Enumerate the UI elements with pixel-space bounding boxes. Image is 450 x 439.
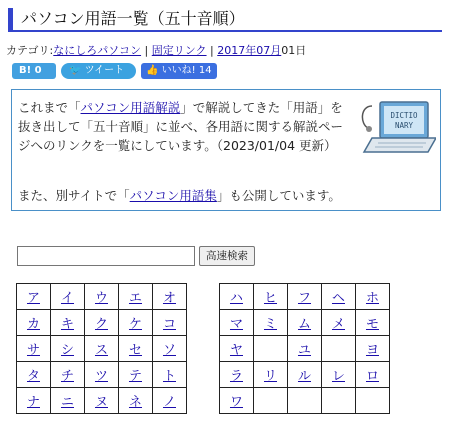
kana-cell <box>17 388 51 414</box>
glossary-explanation-link[interactable]: パソコン用語解説 <box>80 100 181 115</box>
search-button[interactable]: 高速検索 <box>199 246 255 266</box>
tweet-label: ツイート <box>84 65 125 76</box>
kana-cell <box>220 336 254 362</box>
kana-cell <box>288 362 322 388</box>
kana-cell <box>220 284 254 310</box>
kana-cell <box>119 388 153 414</box>
dictionary-icon-text: DICTIO <box>390 111 418 120</box>
kana-link[interactable]: ホ <box>365 291 379 306</box>
kana-link[interactable]: サ <box>26 343 40 358</box>
kana-cell <box>85 284 119 310</box>
meta-separator: | <box>206 44 218 57</box>
kana-link[interactable]: コ <box>162 317 176 332</box>
kana-cell <box>119 284 153 310</box>
kana-link[interactable]: ミ <box>263 317 277 332</box>
kana-link[interactable]: ラ <box>229 369 243 384</box>
kana-cell <box>17 336 51 362</box>
kana-cell <box>254 284 288 310</box>
kana-index-table-right <box>219 283 390 414</box>
kana-cell <box>356 310 390 336</box>
kana-cell <box>220 362 254 388</box>
kana-cell <box>254 310 288 336</box>
kana-link[interactable]: ル <box>297 369 311 384</box>
kana-row <box>17 336 187 362</box>
kana-link[interactable]: ヤ <box>229 343 243 358</box>
fixed-link[interactable]: 固定リンク <box>151 44 207 57</box>
kana-link[interactable]: ネ <box>128 395 142 410</box>
kana-cell <box>51 336 85 362</box>
kana-link[interactable]: ケ <box>128 317 142 332</box>
kana-cell <box>153 362 187 388</box>
kana-link[interactable]: イ <box>60 291 74 306</box>
thumbs-up-icon: 👍 <box>146 65 159 76</box>
kana-link[interactable]: タ <box>26 369 40 384</box>
kana-cell <box>153 388 187 414</box>
kana-link[interactable]: ウ <box>94 291 108 306</box>
kana-cell <box>119 310 153 336</box>
kana-cell <box>288 284 322 310</box>
kana-row <box>17 388 187 414</box>
kana-link[interactable]: ヌ <box>94 395 108 410</box>
hatebu-button[interactable]: B! 0 <box>12 63 56 79</box>
kana-cell <box>254 336 288 362</box>
kana-link[interactable]: シ <box>60 343 74 358</box>
tweet-button[interactable] <box>61 63 136 79</box>
kana-cell <box>322 336 356 362</box>
kana-link[interactable]: マ <box>229 317 243 332</box>
kana-cell <box>356 388 390 414</box>
kana-cell <box>153 284 187 310</box>
kana-link[interactable]: オ <box>162 291 176 306</box>
intro-paragraph <box>18 98 348 155</box>
glossary-site-link[interactable]: パソコン用語集 <box>129 188 217 203</box>
kana-cell <box>322 284 356 310</box>
kana-cell <box>153 310 187 336</box>
kana-link[interactable]: ナ <box>26 395 40 410</box>
kana-link[interactable]: ニ <box>60 395 74 410</box>
kana-cell <box>288 336 322 362</box>
kana-link[interactable]: ス <box>94 343 108 358</box>
kana-link[interactable]: カ <box>26 317 40 332</box>
external-text-before: また、別サイトで「 <box>18 188 130 203</box>
kana-cell <box>356 362 390 388</box>
date-link[interactable]: 2017年07月 <box>217 44 282 57</box>
kana-row <box>220 362 390 388</box>
laptop-keyboard-icon-part <box>364 138 436 152</box>
kana-link[interactable]: ト <box>162 369 176 384</box>
kana-row <box>220 284 390 310</box>
kana-link[interactable]: チ <box>60 369 74 384</box>
kana-cell <box>51 284 85 310</box>
external-text-after: 」も公開しています。 <box>216 188 341 203</box>
kana-link[interactable]: メ <box>331 317 345 332</box>
kana-cell <box>85 336 119 362</box>
cable-icon-part <box>362 106 372 128</box>
kana-link[interactable]: ユ <box>297 343 311 358</box>
kana-cell <box>17 362 51 388</box>
kana-link[interactable]: レ <box>331 369 345 384</box>
kana-link[interactable]: ノ <box>162 395 176 410</box>
kana-cell <box>356 284 390 310</box>
kana-cell <box>51 362 85 388</box>
intro-text-before: これまで「 <box>18 100 81 115</box>
intro-text-after: 」で解説してきた「用語」を抜き出して「五十音順」に並べ、各用語に関する解説ページへのリンクを一覧にしています。（2023/01/04 更新） <box>18 100 344 153</box>
kana-row <box>17 310 187 336</box>
kana-link[interactable]: ク <box>94 317 108 332</box>
kana-cell <box>85 310 119 336</box>
kana-cell <box>322 388 356 414</box>
external-site-paragraph <box>18 186 428 205</box>
kana-cell <box>220 388 254 414</box>
kana-cell <box>288 388 322 414</box>
kana-cell <box>254 362 288 388</box>
dictionary-icon-text: NARY <box>394 121 414 130</box>
category-link[interactable]: なにしろパソコン <box>53 44 142 57</box>
kana-link[interactable]: ム <box>297 317 311 332</box>
kana-link[interactable]: ロ <box>365 369 379 384</box>
kana-cell <box>85 362 119 388</box>
kana-row <box>220 388 390 414</box>
kana-link[interactable]: セ <box>128 343 142 358</box>
kana-link[interactable]: ハ <box>229 291 243 306</box>
kana-link[interactable]: フ <box>297 291 311 306</box>
kana-link[interactable]: ヨ <box>365 343 379 358</box>
kana-link[interactable]: キ <box>60 317 74 332</box>
like-button[interactable] <box>141 63 217 79</box>
kana-cell <box>322 362 356 388</box>
kana-cell <box>51 388 85 414</box>
kana-link[interactable]: ア <box>26 291 40 306</box>
kana-link[interactable]: モ <box>365 317 379 332</box>
kana-row <box>220 336 390 362</box>
kana-cell <box>17 310 51 336</box>
kana-link[interactable]: ヒ <box>263 291 277 306</box>
post-meta <box>6 42 306 58</box>
date-day: 01日 <box>281 44 307 57</box>
kana-row <box>17 362 187 388</box>
search-input[interactable] <box>17 246 195 266</box>
kana-cell <box>119 336 153 362</box>
kana-cell <box>51 310 85 336</box>
kana-link[interactable]: ソ <box>162 343 176 358</box>
twitter-bird-icon: 🐦 <box>69 65 82 76</box>
kana-cell <box>220 310 254 336</box>
kana-row <box>220 310 390 336</box>
kana-cell <box>85 388 119 414</box>
kana-link[interactable]: エ <box>128 291 142 306</box>
kana-cell <box>153 336 187 362</box>
kana-link[interactable]: リ <box>263 369 277 384</box>
kana-link[interactable]: テ <box>128 369 142 384</box>
kana-link[interactable]: ヘ <box>331 291 345 306</box>
kana-link[interactable]: ワ <box>229 395 243 410</box>
category-label: カテゴリ: <box>6 44 54 57</box>
kana-cell <box>119 362 153 388</box>
kana-cell <box>356 336 390 362</box>
kana-link[interactable]: ツ <box>94 369 108 384</box>
dictionary-laptop-icon <box>356 98 436 158</box>
page-title: パソコン用語一覧（五十音順） <box>8 8 442 32</box>
meta-separator: | <box>141 44 152 57</box>
kana-cell <box>254 388 288 414</box>
kana-cell <box>322 310 356 336</box>
kana-row <box>17 284 187 310</box>
kana-cell <box>17 284 51 310</box>
kana-cell <box>288 310 322 336</box>
cable-plug-icon-part <box>366 126 372 132</box>
intro-box <box>11 89 441 211</box>
kana-index-table-left <box>16 283 187 414</box>
like-label: いいね! 14 <box>161 65 212 76</box>
